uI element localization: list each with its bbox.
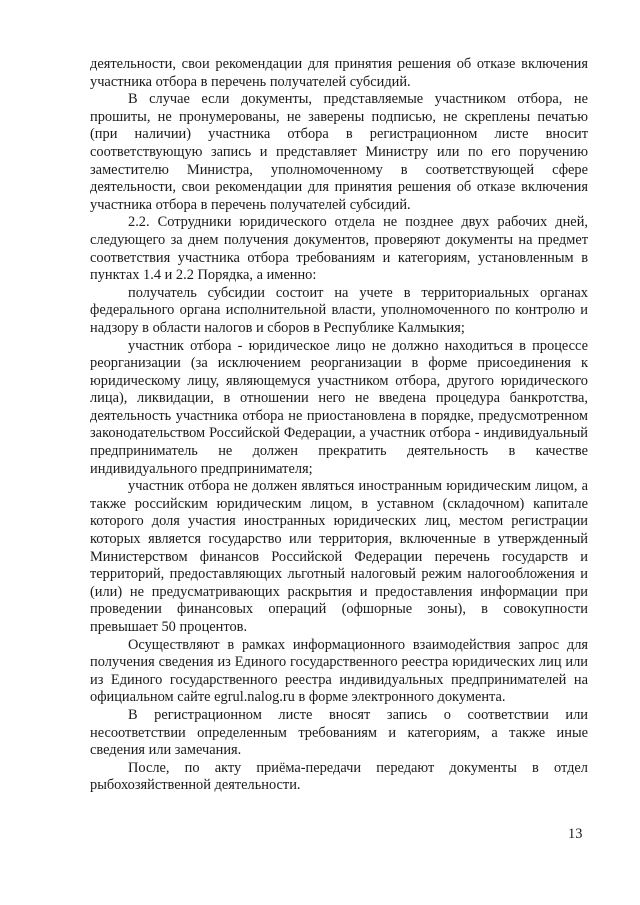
text-line: заместителю Министра, уполномоченному в соответствующей сфере [90, 161, 588, 178]
text-line: участник отбора не должен являться иностранным юридическим [128, 478, 532, 495]
text-line: или из Единого государственного реестра индивидуальных [90, 654, 588, 688]
text-line: (офшорные зоны), в совокупности превышает 50 процентов. [90, 601, 588, 635]
text-line: и надзору в области налогов и сборов в Республике Калмыкия; [90, 302, 588, 336]
text-line: отбора - индивидуальный предприниматель не должен прекратить [90, 425, 588, 460]
text-line: установленным в пунктах 1.4 и 2.2 Порядка, а именно: [90, 249, 588, 284]
text-line: предусмотренном законодательством Российской Федерации, а участник [90, 407, 588, 442]
paragraph-7 [90, 637, 588, 707]
text-line: налогообложения и (или) не предусматривающих раскрытия и [90, 566, 588, 600]
text-line: реорганизации (за исключением реорганизации в форме присоединения к [90, 355, 588, 372]
text-line: федерального органа исполнительной власти, уполномоченного по контролю [90, 302, 575, 319]
text-line: (при наличии) участника отбора в регистрационном листе вносит [90, 126, 588, 143]
text-line: участник отбора - юридическое лицо не должно находиться в процессе [128, 337, 588, 354]
paragraph-1 [90, 56, 588, 91]
text-line: сведения или замечания. [90, 742, 242, 759]
text-line: В регистрационном листе вносят запись о соответствии или [128, 706, 588, 723]
text-line: получения сведения из Единого государственного реестра юридических лиц [90, 654, 562, 671]
text-line: лицом, а также российским юридическим лицом, в уставном (складочном) [90, 478, 588, 512]
text-line: деятельности, свои рекомендации для принятия решения об отказе [90, 56, 516, 72]
text-line: юридическому лицу, являющемуся участником отбора, другого [90, 372, 494, 389]
paragraph-5 [90, 338, 588, 479]
text-line: деятельность в качестве индивидуального предпринимателя; [90, 443, 589, 477]
text-line: предмет соответствия участника отбора требованиям и категориям, [90, 231, 588, 266]
paragraph-2 [90, 91, 588, 214]
text-line: включения участника отбора в перечень получателей субсидий. [90, 56, 588, 90]
text-line: предоставления информации при проведении финансовых операций [90, 583, 588, 618]
text-line: рыбохозяйственной деятельности. [90, 777, 301, 794]
paragraph-4 [90, 285, 588, 338]
text-line: получатель субсидии состоит на учете в территориальных органах [128, 284, 588, 301]
text-line: электронного документа. [351, 689, 506, 706]
text-line: регистрации которых является государство или территория, включенные в [90, 513, 588, 548]
paragraph-9 [90, 760, 588, 795]
text-line: соответствующую запись и представляет Министру или по его поручению [90, 143, 588, 160]
text-line: несоответствии определенным требованиям и категориям, а также иные [90, 724, 588, 741]
text-line: В случае если документы, представляемые участником отбора, не [128, 91, 588, 108]
text-line: После, по акту приёма-передачи передают документы в отдел [128, 759, 588, 776]
page-number: 13 [568, 826, 583, 842]
text-line: капитале которого доля участия иностранных юридических лиц, местом [90, 495, 588, 530]
paragraph-6 [90, 478, 588, 636]
paragraph-3 [90, 214, 588, 284]
text-line: деятельности, свои рекомендации для принятия решения об отказе [90, 179, 516, 196]
text-line: следующего за днем получения документов, проверяют документы на [90, 231, 533, 248]
text-line: государств и территорий, предоставляющих льготный налоговый режим [90, 548, 588, 583]
text-line: включения участника отбора в перечень получателей субсидий. [90, 179, 588, 213]
text-line: прошиты, не пронумерованы, не заверены подписью, не скреплены печатью [90, 108, 588, 125]
document-body [90, 56, 588, 795]
text-line: 2.2. Сотрудники юридического отдела не позднее двух рабочих дней, [128, 214, 588, 231]
text-line: банкротства, деятельность участника отбора не приостановлена в порядке, [90, 390, 588, 424]
text-line: предпринимателей на официальном сайте egrul.nalog.ru в форме [90, 671, 588, 706]
text-line: юридического лица), ликвидации, в отношении него не введена процедура [90, 372, 588, 407]
paragraph-8 [90, 707, 588, 760]
text-line: Осуществляют в рамках информационного взаимодействия запрос для [128, 636, 588, 653]
text-line: утвержденный Министерством финансов Российской Федерации перечень [90, 531, 588, 565]
